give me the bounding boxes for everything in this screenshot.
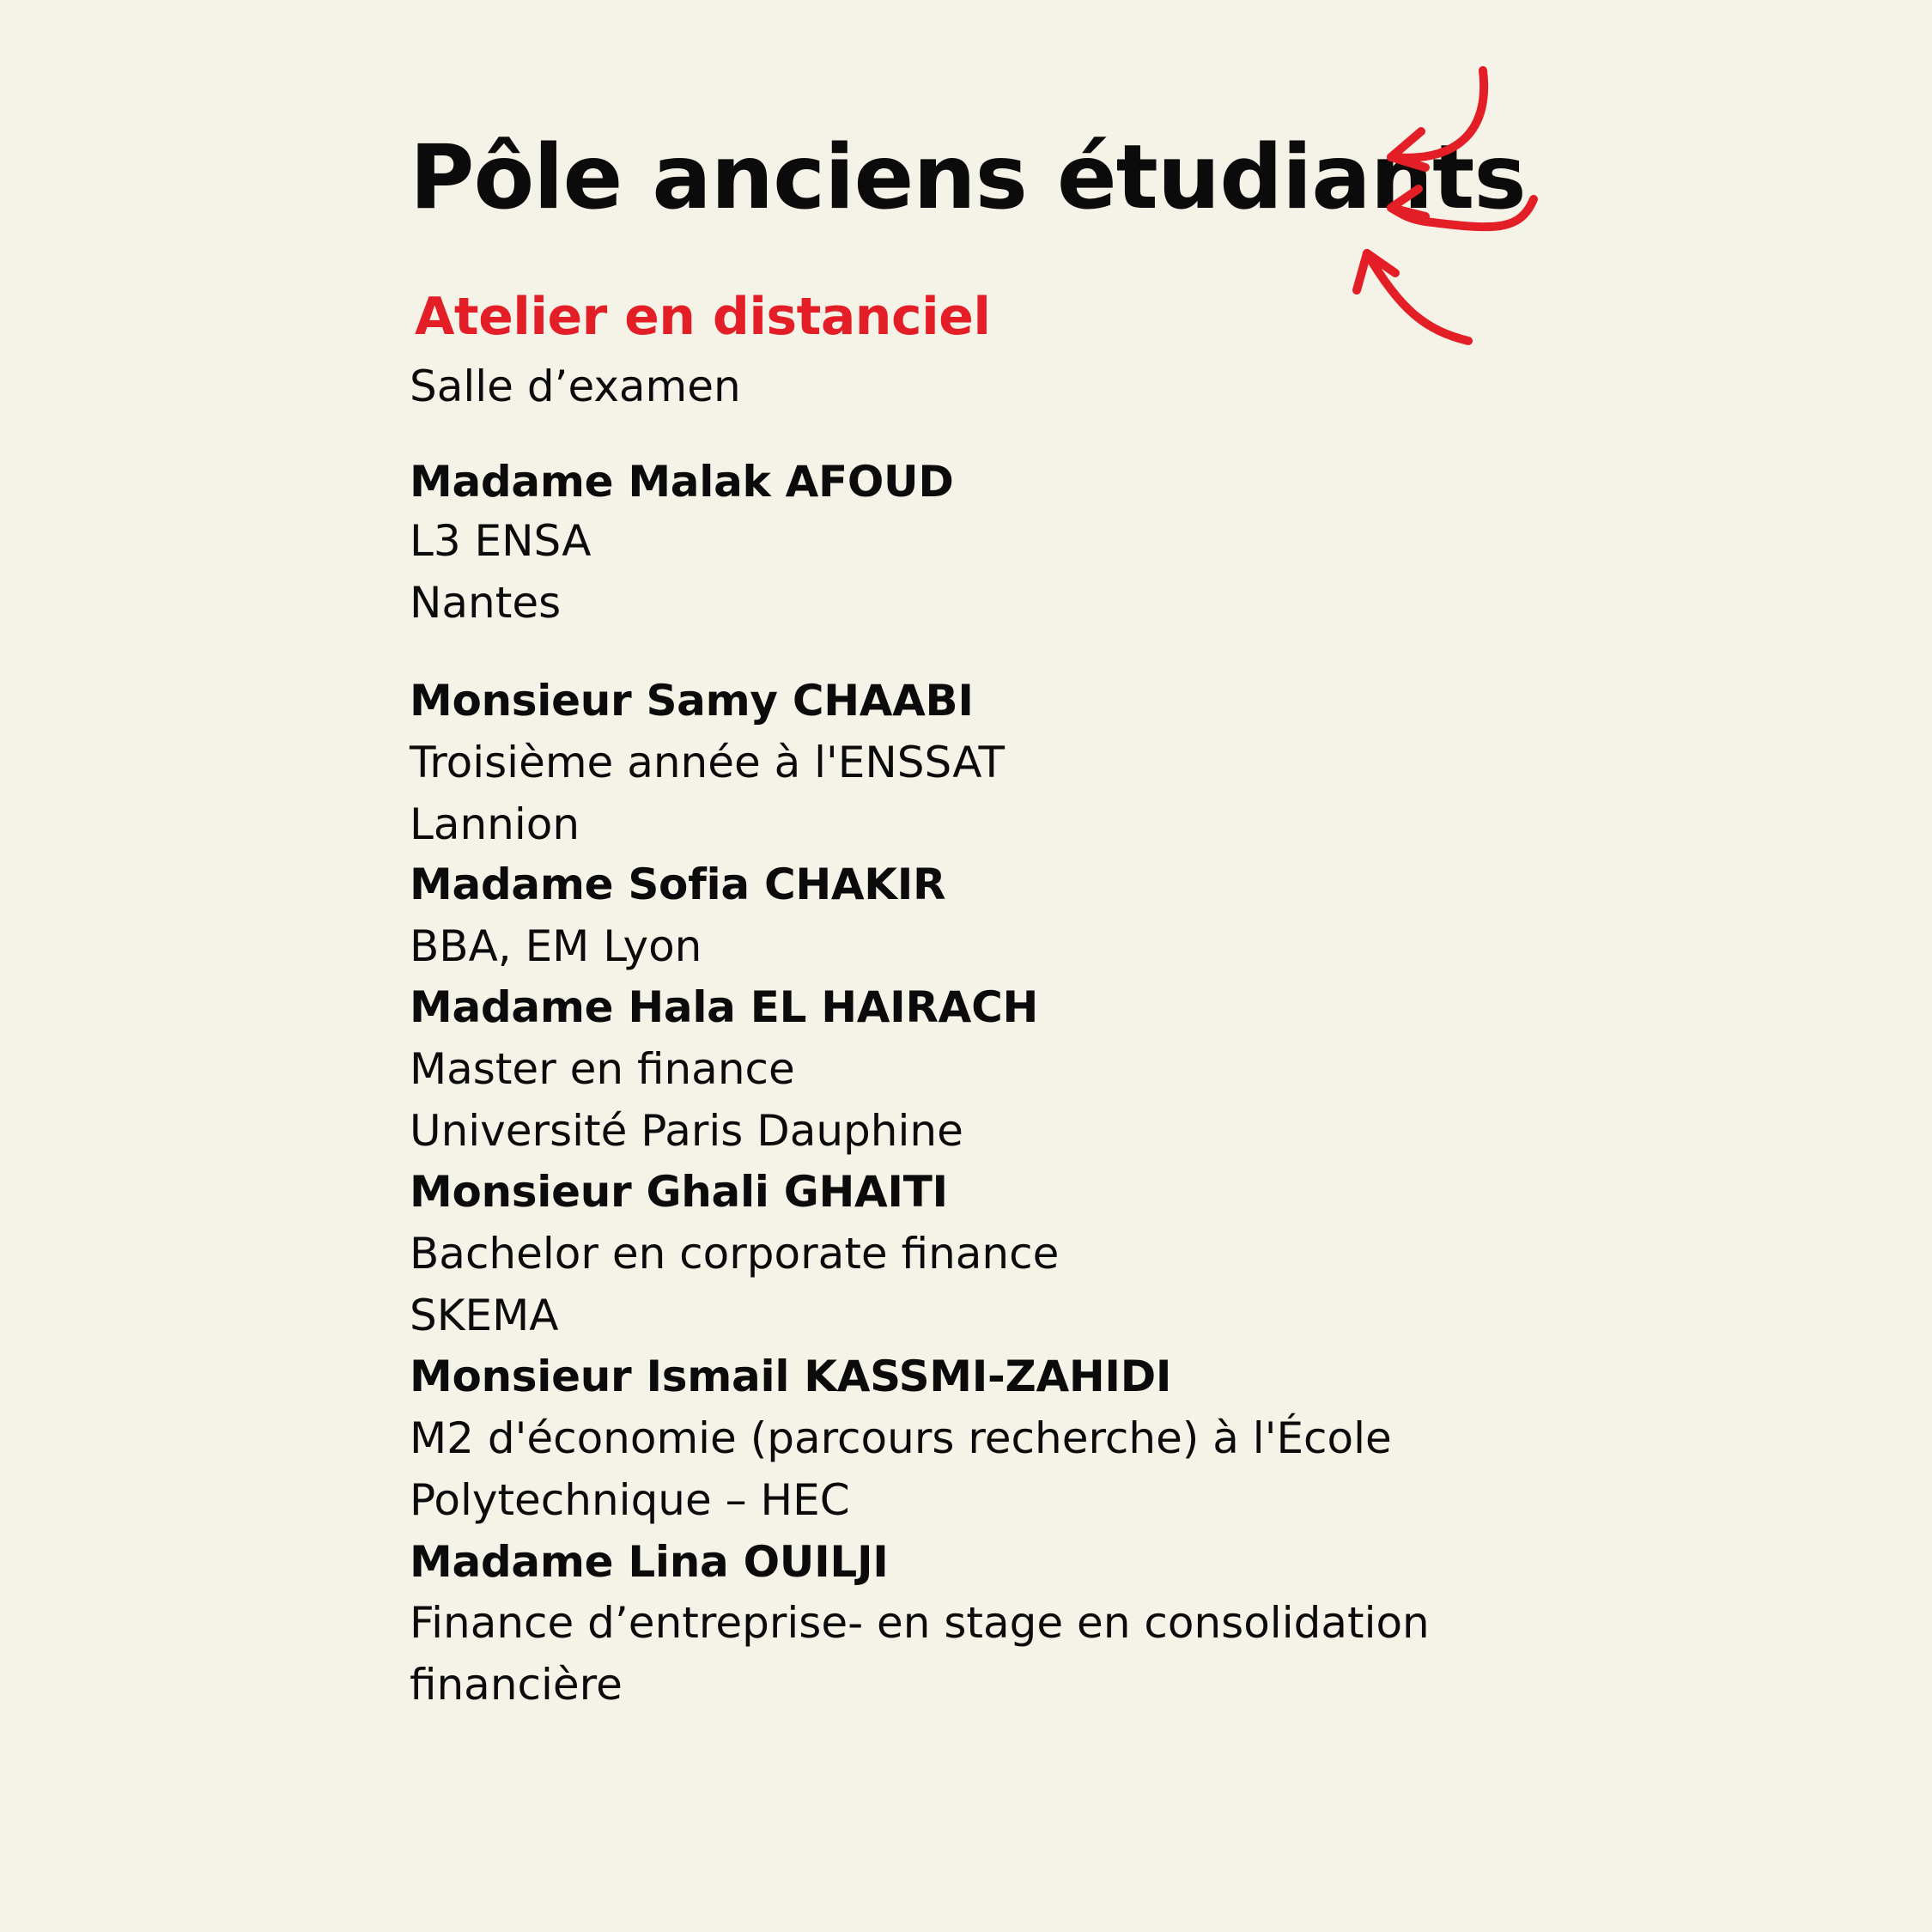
section-subtitle: Atelier en distanciel	[415, 287, 991, 347]
person-detail: M2 d'économie (parcours recherche) à l'École	[410, 1413, 1392, 1463]
person-detail: Lannion	[410, 799, 580, 849]
person-detail: financière	[410, 1660, 623, 1710]
person-name: Madame Malak AFOUD	[410, 457, 954, 507]
room-label: Salle d’examen	[410, 361, 741, 411]
person-name: Monsieur Ghali GHAITI	[410, 1167, 948, 1217]
person-name: Monsieur Ismail KASSMI-ZAHIDI	[410, 1352, 1172, 1401]
person-detail: Master en finance	[410, 1044, 795, 1094]
person-name: Madame Hala EL HAIRACH	[410, 982, 1039, 1032]
person-detail: Finance d’entreprise- en stage en consolidation	[410, 1598, 1430, 1648]
person-detail: SKEMA	[410, 1291, 559, 1340]
page-title: Pôle anciens étudiants	[410, 126, 1526, 229]
person-detail: Troisième année à l'ENSSAT	[410, 738, 1005, 787]
person-detail: BBA, EM Lyon	[410, 921, 702, 971]
person-detail: Bachelor en corporate finance	[410, 1229, 1060, 1279]
arrow-icon	[1357, 253, 1468, 341]
person-detail: L3 ENSA	[410, 516, 592, 566]
person-detail: Nantes	[410, 578, 562, 628]
person-detail: Université Paris Dauphine	[410, 1106, 963, 1156]
person-name: Monsieur Samy CHAABI	[410, 676, 974, 726]
person-name: Madame Lina OUILJI	[410, 1537, 889, 1587]
person-name: Madame Sofia CHAKIR	[410, 860, 946, 909]
person-detail: Polytechnique – HEC	[410, 1475, 850, 1525]
